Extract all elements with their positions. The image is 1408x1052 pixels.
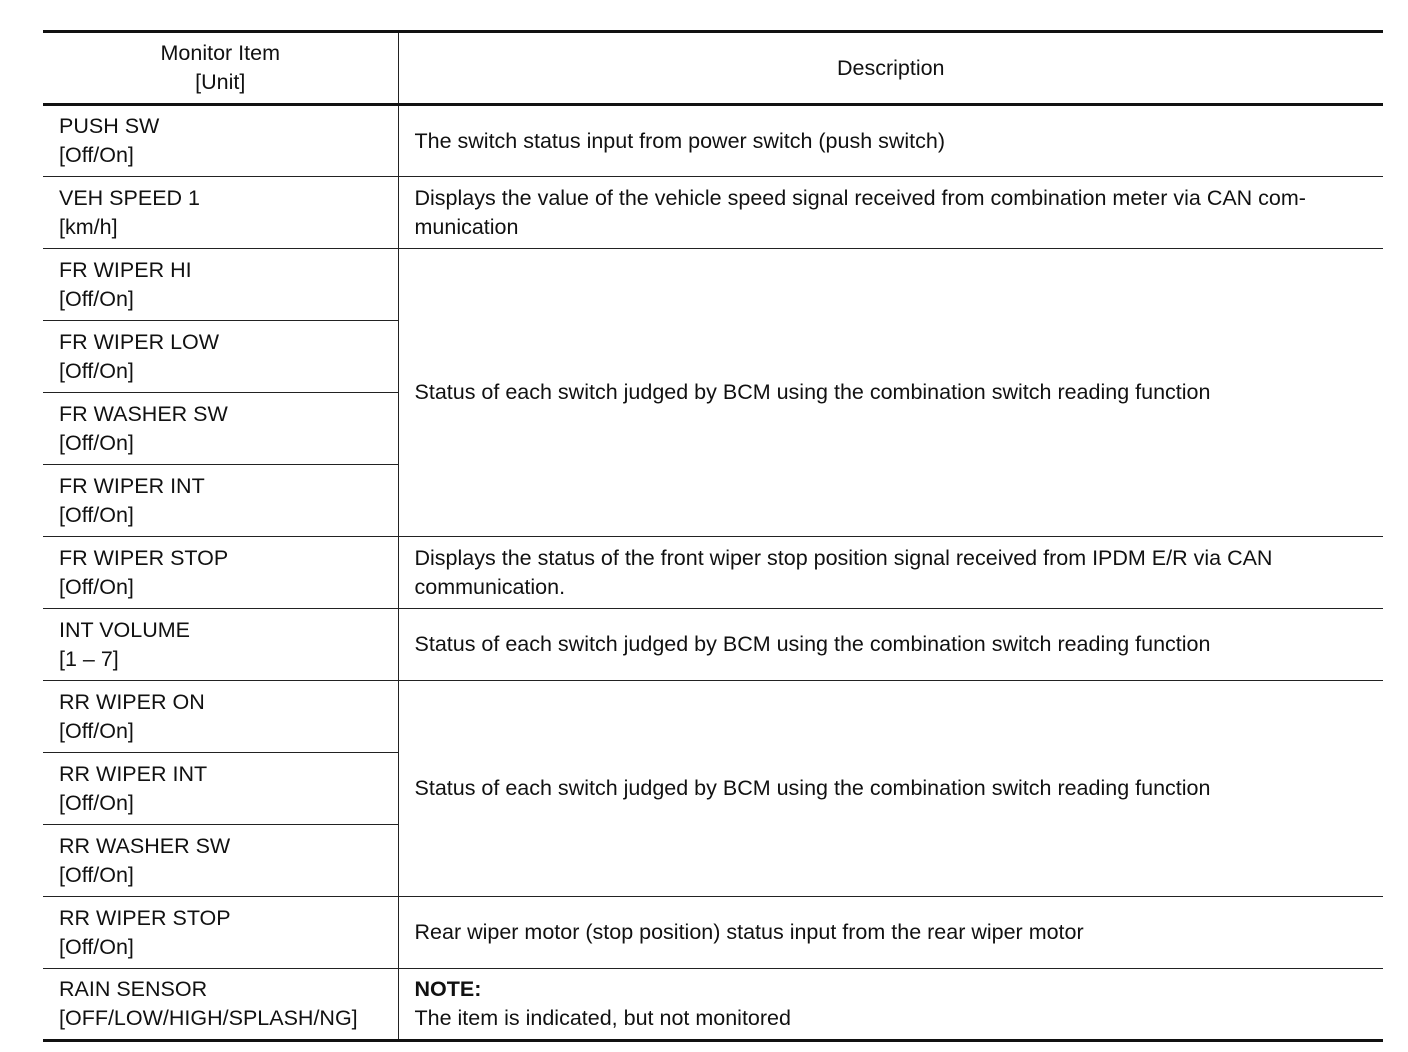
table-row (43, 969, 1383, 1041)
monitor-item-cell (43, 609, 398, 681)
item-name: RR WIPER INT (59, 761, 208, 786)
item-name: RR WIPER STOP (59, 905, 231, 930)
description-cell: Rear wiper motor (stop position) status input from the rear wiper motor (398, 897, 1383, 969)
item-name: RAIN SENSOR (59, 977, 208, 1001)
description-cell (398, 969, 1383, 1041)
description-cell: Displays the value of the vehicle speed signal received from combination meter via CAN com-munication (398, 177, 1383, 249)
monitor-item-cell (43, 969, 398, 1041)
table-row (43, 537, 1383, 609)
header-description: Description (398, 32, 1383, 105)
description-cell: The switch status input from power switch (push switch) (398, 105, 1383, 177)
monitor-item-cell (43, 105, 398, 177)
monitor-item-table (43, 30, 1383, 1042)
item-name: VEH SPEED 1 (59, 185, 200, 210)
item-name: FR WIPER INT (59, 473, 205, 498)
item-name: FR WIPER LOW (59, 329, 220, 354)
monitor-item-cell (43, 177, 398, 249)
monitor-item-cell (43, 321, 398, 393)
item-unit: [OFF/LOW/HIGH/SPLASH/NG] (59, 1006, 358, 1030)
monitor-item-cell (43, 249, 398, 321)
header-monitor-item (43, 32, 398, 105)
monitor-item-cell (43, 465, 398, 537)
description-cell: Displays the status of the front wiper stop position signal received from IPDM E/R via CAN communication. (398, 537, 1383, 609)
monitor-item-cell (43, 393, 398, 465)
table-row (43, 249, 1383, 321)
item-unit: [Off/On] (59, 934, 134, 959)
table-header-row (43, 32, 1383, 105)
item-unit: [Off/On] (59, 358, 134, 383)
monitor-item-cell (43, 681, 398, 753)
description-cell-merged: Status of each switch judged by BCM using the combination switch reading function (398, 249, 1383, 537)
description-cell: Status of each switch judged by BCM using the combination switch reading function (398, 609, 1383, 681)
monitor-item-cell (43, 753, 398, 825)
monitor-item-cell (43, 537, 398, 609)
table-row (43, 105, 1383, 177)
item-unit: [Off/On] (59, 574, 134, 599)
table-row (43, 609, 1383, 681)
item-name: FR WASHER SW (59, 401, 228, 426)
monitor-item-cell (43, 825, 398, 897)
item-name: PUSH SW (59, 114, 160, 138)
header-unit-label: [Unit] (195, 70, 246, 94)
item-name: RR WIPER ON (59, 689, 205, 714)
item-name: FR WIPER HI (59, 257, 192, 282)
item-unit: [km/h] (59, 214, 118, 239)
item-unit: [Off/On] (59, 718, 134, 743)
table-row (43, 897, 1383, 969)
item-unit: [Off/On] (59, 790, 134, 815)
item-name: RR WASHER SW (59, 833, 231, 858)
monitor-item-cell (43, 897, 398, 969)
table-row (43, 681, 1383, 753)
item-unit: [Off/On] (59, 143, 134, 167)
item-name: FR WIPER STOP (59, 545, 229, 570)
item-name: INT VOLUME (59, 617, 191, 642)
note-text: The item is indicated, but not monitored (414, 1006, 791, 1030)
item-unit: [1 – 7] (59, 646, 119, 671)
table-row (43, 177, 1383, 249)
item-unit: [Off/On] (59, 430, 134, 455)
item-unit: [Off/On] (59, 862, 134, 887)
item-unit: [Off/On] (59, 502, 134, 527)
description-cell-merged: Status of each switch judged by BCM using the combination switch reading function (398, 681, 1383, 897)
item-unit: [Off/On] (59, 286, 134, 311)
note-label: NOTE: (414, 977, 482, 1001)
header-monitor-item-label: Monitor Item (160, 41, 280, 65)
